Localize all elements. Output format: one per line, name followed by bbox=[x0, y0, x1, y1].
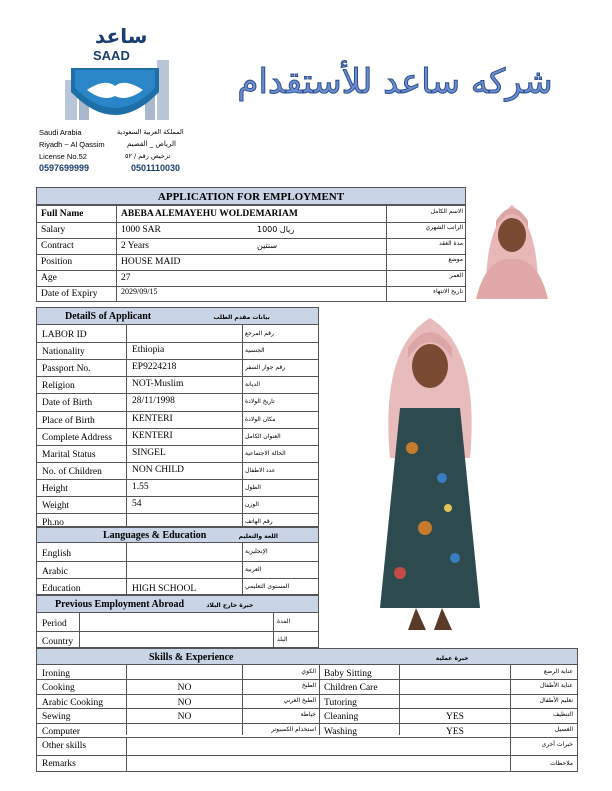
detail-label: Religion bbox=[42, 381, 75, 392]
detail-ar: الطول bbox=[245, 483, 261, 491]
detail-ar: الحالة الاجتماعية bbox=[245, 449, 286, 457]
language-ar: الإنجليزية bbox=[245, 548, 268, 555]
detail-value: 28/11/1998 bbox=[132, 396, 175, 407]
detail-ar: رقم الهاتف bbox=[245, 518, 273, 526]
company-logo bbox=[35, 20, 195, 178]
skill-value: NO bbox=[177, 683, 192, 694]
languages-header-en: Languages & Education bbox=[103, 530, 207, 541]
skill-ar: التنظيف bbox=[552, 711, 573, 719]
top-row-value: 1000 SAR bbox=[121, 225, 161, 235]
languages-header-ar: اللغة والتعليم bbox=[238, 533, 278, 540]
logo-city-ar: الرياض _ القصيم bbox=[127, 140, 176, 148]
logo-phone-en: 0597699999 bbox=[39, 163, 90, 173]
top-row-label: Contract bbox=[41, 241, 74, 251]
top-row-ar: تاريخ الانتهاء bbox=[433, 288, 463, 295]
top-row-value: 2 Years bbox=[121, 241, 149, 251]
logo-brand-en: SAAD bbox=[93, 48, 130, 63]
details-header-en: DetailS of Applicant bbox=[65, 311, 152, 322]
top-row-extra: 1000 ريال bbox=[257, 225, 295, 234]
skill-value: NO bbox=[177, 712, 192, 723]
top-row-label: Salary bbox=[41, 225, 66, 235]
language-label: English bbox=[42, 549, 72, 559]
detail-ar: رقم المرجع bbox=[245, 330, 274, 337]
detail-label: Marital Status bbox=[42, 449, 96, 460]
skill-value: YES bbox=[446, 726, 464, 737]
skills-header-ar: خبرة عملية bbox=[435, 655, 469, 662]
detail-label: Complete Address bbox=[42, 432, 112, 443]
detail-label: Place of Birth bbox=[42, 415, 95, 426]
company-title: شركه ساعد للأستقدام bbox=[237, 62, 553, 102]
skill-ar: استخدام الكمبيوتر bbox=[271, 725, 316, 733]
logo-brand-ar: ساعد bbox=[95, 24, 148, 48]
detail-label: Height bbox=[42, 483, 68, 494]
detail-value bbox=[132, 325, 240, 342]
skill-label: Baby Sitting bbox=[324, 669, 372, 679]
detail-value: KENTERI bbox=[132, 430, 173, 441]
other-skills-label: Other skills bbox=[42, 741, 87, 751]
previous-label: Country bbox=[42, 636, 74, 647]
top-row-value: 2029/09/15 bbox=[121, 287, 158, 296]
skill-value: NO bbox=[177, 697, 192, 708]
languages-header bbox=[37, 528, 318, 543]
skill-label: Cleaning bbox=[324, 712, 359, 723]
top-row-label: Full Name bbox=[41, 209, 84, 219]
detail-ar: العنوان الكامل bbox=[245, 432, 281, 440]
skill-ar: الكوي bbox=[301, 668, 316, 675]
top-row-value: ABEBA ALEMAYEHU WOLDEMARIAM bbox=[121, 209, 298, 219]
skill-value: YES bbox=[446, 712, 464, 723]
detail-value: Ethiopia bbox=[132, 345, 165, 356]
language-ar: المستوى التعليمي bbox=[245, 583, 290, 590]
skill-label: Washing bbox=[324, 726, 358, 737]
skill-label: Ironing bbox=[42, 669, 70, 679]
details-header-ar: بيانات مقدم الطلب bbox=[213, 314, 270, 321]
language-label: Arabic bbox=[42, 566, 68, 577]
language-label: Education bbox=[42, 584, 81, 594]
skill-ar: الطبخ العربي bbox=[283, 696, 316, 704]
previous-header-ar: خبرة خارج البلاد bbox=[206, 602, 254, 609]
detail-value: KENTERI bbox=[132, 413, 173, 424]
skill-ar: الغسيل bbox=[554, 725, 573, 733]
detail-value: SINGEL bbox=[132, 447, 166, 458]
detail-label: Ph.no bbox=[42, 518, 64, 529]
logo-city-en: Riyadh ~ Al Qassim bbox=[39, 140, 105, 149]
previous-value bbox=[85, 613, 271, 631]
skill-ar: عناية الأطفال bbox=[539, 682, 573, 690]
applicant-photo-small bbox=[466, 187, 558, 299]
detail-label: Nationality bbox=[42, 347, 85, 358]
language-value: HIGH SCHOOL bbox=[132, 584, 197, 594]
top-row-extra bbox=[257, 254, 377, 270]
top-row-extra bbox=[257, 286, 377, 302]
top-row-label: Age bbox=[41, 273, 57, 283]
top-row-ar: الاسم الكامل bbox=[430, 208, 463, 215]
skill-label: Arabic Cooking bbox=[42, 697, 103, 708]
previous-label: Period bbox=[42, 619, 67, 629]
detail-ar: تاريخ الولادة bbox=[245, 398, 275, 406]
top-info-table bbox=[36, 205, 466, 302]
top-row-label: Date of Expiry bbox=[41, 289, 98, 299]
previous-employment-table bbox=[36, 595, 319, 648]
detail-label: LABOR ID bbox=[42, 330, 87, 340]
logo-country-ar: المملكة العربية السعودية bbox=[117, 128, 184, 136]
detail-ar: رقم جواز السفر bbox=[245, 364, 286, 372]
skill-label: Tutoring bbox=[324, 697, 357, 708]
other-skills-ar: خبرات أخرى bbox=[541, 741, 573, 748]
skill-ar: تعليم الأطفال bbox=[539, 696, 573, 704]
previous-ar: البلد bbox=[277, 635, 288, 643]
detail-value: 54 bbox=[132, 499, 142, 509]
previous-ar: المدة bbox=[277, 618, 291, 625]
skill-ar: خياطة bbox=[300, 711, 316, 719]
detail-value: EP9224218 bbox=[132, 362, 177, 373]
remarks-label: Remarks bbox=[42, 759, 76, 769]
detail-value: NON CHILD bbox=[132, 464, 184, 475]
remarks-ar: ملاحظات bbox=[550, 760, 573, 767]
skill-label: Cooking bbox=[42, 683, 75, 694]
top-row-extra: سنتين bbox=[257, 241, 278, 250]
details-header bbox=[37, 308, 318, 325]
logo-phone-ar: 0501110030 bbox=[131, 163, 181, 173]
detail-label: Date of Birth bbox=[42, 398, 93, 409]
detail-label: Weight bbox=[42, 501, 70, 511]
detail-label: Passport No. bbox=[42, 364, 91, 375]
skills-table bbox=[36, 648, 578, 772]
applicant-photo-full bbox=[330, 308, 530, 638]
logo-license-en: License No.52 bbox=[39, 152, 87, 161]
skill-ar: عناية الرضع bbox=[543, 668, 573, 675]
language-ar: العربية bbox=[245, 565, 262, 573]
skills-header bbox=[37, 649, 577, 665]
detail-ar: الوزن bbox=[245, 501, 259, 508]
top-row-ar: العمر bbox=[449, 272, 463, 279]
skills-header-en: Skills & Experience bbox=[149, 652, 234, 663]
top-row-label: Position bbox=[41, 257, 73, 267]
detail-ar: الديانة bbox=[245, 381, 261, 389]
skill-ar: الطبخ bbox=[301, 682, 316, 690]
details-table bbox=[36, 307, 319, 527]
top-row-value: HOUSE MAID bbox=[121, 257, 181, 267]
previous-value bbox=[85, 631, 271, 649]
detail-ar: الجنسية bbox=[245, 347, 265, 355]
detail-value: NOT-Muslim bbox=[132, 379, 184, 390]
top-row-ar: الراتب الشهري bbox=[425, 224, 463, 231]
detail-ar: عدد الاطفال bbox=[245, 466, 276, 474]
languages-table bbox=[36, 527, 319, 595]
detail-value: 1.55 bbox=[132, 481, 149, 492]
top-row-extra bbox=[257, 206, 377, 222]
skill-label: Computer bbox=[42, 726, 80, 737]
top-row-extra bbox=[257, 270, 377, 286]
skill-label: Sewing bbox=[42, 712, 71, 723]
logo-country-en: Saudi Arabia bbox=[39, 128, 82, 137]
skill-label: Children Care bbox=[324, 683, 378, 694]
top-row-ar: موضع bbox=[448, 256, 463, 263]
logo-license-ar: ترخيص رقم / ٥٢ bbox=[125, 152, 171, 160]
top-row-value: 27 bbox=[121, 273, 131, 283]
detail-ar: مكان الولادة bbox=[245, 415, 276, 423]
previous-header bbox=[37, 596, 318, 613]
detail-label: No. of Children bbox=[42, 466, 102, 477]
previous-header-en: Previous Employment Abroad bbox=[55, 599, 185, 610]
form-title: APPLICATION FOR EMPLOYMENT bbox=[36, 187, 466, 205]
top-row-ar: مدة العقد bbox=[439, 240, 463, 247]
